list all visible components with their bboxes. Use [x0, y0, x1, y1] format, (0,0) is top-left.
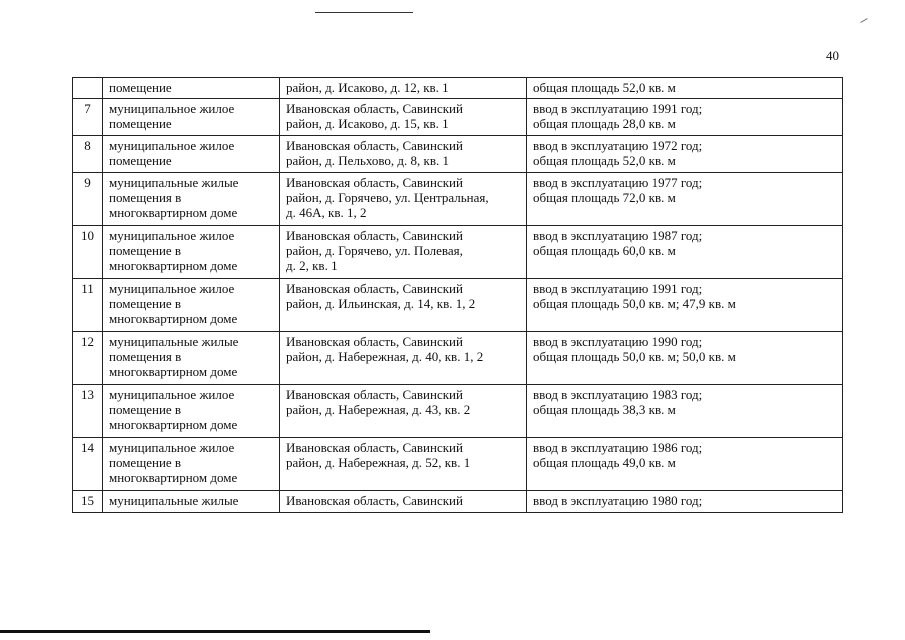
address-line: район, д. Набережная, д. 40, кв. 1, 2 [286, 349, 484, 364]
row-number: 11 [73, 279, 103, 332]
address-cell [280, 99, 527, 136]
address-line: Ивановская область, Савинский [286, 228, 463, 243]
details-line: общая площадь 49,0 кв. м [533, 455, 676, 470]
address-line: Ивановская область, Савинский [286, 281, 463, 296]
row-number: 14 [73, 438, 103, 491]
details-cell [527, 385, 843, 438]
details-line: общая площадь 50,0 кв. м; 50,0 кв. м [533, 349, 736, 364]
object-name-line: помещение в [109, 296, 182, 311]
object-name-cell [103, 173, 280, 226]
object-name-line: помещение [109, 80, 172, 95]
address-cell [280, 279, 527, 332]
object-name-line: помещение [109, 116, 172, 131]
details-line: общая площадь 60,0 кв. м [533, 243, 676, 258]
details-cell [527, 226, 843, 279]
object-name-line: помещение [109, 153, 172, 168]
table-row [73, 136, 843, 173]
details-cell [527, 173, 843, 226]
address-cell [280, 438, 527, 491]
table-row [73, 279, 843, 332]
bottom-rule [0, 630, 430, 633]
details-line: общая площадь 52,0 кв. м [533, 80, 676, 95]
row-number: 12 [73, 332, 103, 385]
address-line: Ивановская область, Савинский [286, 440, 463, 455]
details-line: ввод в эксплуатацию 1983 год; [533, 387, 703, 402]
object-name-cell [103, 226, 280, 279]
row-number: 15 [73, 491, 103, 513]
details-line: общая площадь 50,0 кв. м; 47,9 кв. м [533, 296, 736, 311]
object-name-line: помещение в [109, 455, 182, 470]
row-number: 13 [73, 385, 103, 438]
object-name-line: муниципальное жилое [109, 101, 235, 116]
details-cell [527, 279, 843, 332]
address-line: район, д. Ильинская, д. 14, кв. 1, 2 [286, 296, 476, 311]
object-name-line: многоквартирном доме [109, 470, 238, 485]
address-line: район, д. Исаково, д. 15, кв. 1 [286, 116, 449, 131]
details-cell [527, 99, 843, 136]
address-cell [280, 491, 527, 513]
address-cell [280, 385, 527, 438]
details-line: ввод в эксплуатацию 1986 год; [533, 440, 703, 455]
table-row [73, 173, 843, 226]
table-row [73, 438, 843, 491]
table-row [73, 491, 843, 513]
address-cell [280, 78, 527, 99]
address-line: район, д. Набережная, д. 52, кв. 1 [286, 455, 471, 470]
details-line: ввод в эксплуатацию 1972 год; [533, 138, 703, 153]
property-registry-table [72, 77, 843, 513]
row-number: 10 [73, 226, 103, 279]
object-name-line: муниципальное жилое [109, 138, 235, 153]
object-name-line: многоквартирном доме [109, 258, 238, 273]
address-line: район, д. Горячево, ул. Полевая, [286, 243, 463, 258]
address-line: д. 2, кв. 1 [286, 258, 338, 273]
object-name-line: помещения в [109, 349, 182, 364]
object-name-cell [103, 279, 280, 332]
object-name-cell [103, 136, 280, 173]
address-line: Ивановская область, Савинский [286, 101, 463, 116]
details-line: общая площадь 52,0 кв. м [533, 153, 676, 168]
address-line: Ивановская область, Савинский [286, 138, 463, 153]
address-cell [280, 136, 527, 173]
object-name-line: муниципальное жилое [109, 440, 235, 455]
object-name-line: муниципальные жилые [109, 493, 239, 508]
address-line: Ивановская область, Савинский [286, 175, 463, 190]
details-line: общая площадь 38,3 кв. м [533, 402, 676, 417]
object-name-cell [103, 438, 280, 491]
row-number: 7 [73, 99, 103, 136]
object-name-cell [103, 491, 280, 513]
address-line: район, д. Набережная, д. 43, кв. 2 [286, 402, 471, 417]
object-name-line: муниципальное жилое [109, 228, 235, 243]
object-name-line: многоквартирном доме [109, 311, 238, 326]
details-line: ввод в эксплуатацию 1991 год; [533, 281, 703, 296]
top-rule [315, 12, 413, 13]
details-cell [527, 136, 843, 173]
row-number [73, 78, 103, 99]
table-row [73, 78, 843, 99]
page-number: 40 [826, 48, 839, 63]
address-line: Ивановская область, Савинский [286, 387, 463, 402]
details-line: ввод в эксплуатацию 1977 год; [533, 175, 703, 190]
address-line: Ивановская область, Савинский [286, 493, 463, 508]
address-cell [280, 173, 527, 226]
object-name-line: помещения в [109, 190, 182, 205]
object-name-line: многоквартирном доме [109, 417, 238, 432]
address-line: Ивановская область, Савинский [286, 334, 463, 349]
address-line: район, д. Горячево, ул. Центральная, [286, 190, 489, 205]
object-name-cell [103, 99, 280, 136]
details-line: общая площадь 28,0 кв. м [533, 116, 676, 131]
row-number: 8 [73, 136, 103, 173]
details-line: ввод в эксплуатацию 1980 год; [533, 493, 703, 508]
object-name-line: помещение в [109, 243, 182, 258]
address-line: д. 46А, кв. 1, 2 [286, 205, 367, 220]
details-cell [527, 78, 843, 99]
object-name-line: муниципальное жилое [109, 387, 235, 402]
address-line: район, д. Исаково, д. 12, кв. 1 [286, 80, 449, 95]
row-number: 9 [73, 173, 103, 226]
object-name-line: муниципальное жилое [109, 281, 235, 296]
details-cell [527, 438, 843, 491]
details-cell [527, 332, 843, 385]
address-line: район, д. Пельхово, д. 8, кв. 1 [286, 153, 449, 168]
address-cell [280, 332, 527, 385]
details-cell [527, 491, 843, 513]
address-cell [280, 226, 527, 279]
object-name-line: муниципальные жилые [109, 334, 239, 349]
details-line: ввод в эксплуатацию 1991 год; [533, 101, 703, 116]
details-line: общая площадь 72,0 кв. м [533, 190, 676, 205]
details-line: ввод в эксплуатацию 1987 год; [533, 228, 703, 243]
table-row [73, 226, 843, 279]
object-name-cell [103, 332, 280, 385]
scan-mark [860, 18, 867, 23]
table-row [73, 99, 843, 136]
table-row [73, 332, 843, 385]
object-name-line: муниципальные жилые [109, 175, 239, 190]
object-name-cell [103, 78, 280, 99]
object-name-line: помещение в [109, 402, 182, 417]
table-row [73, 385, 843, 438]
object-name-line: многоквартирном доме [109, 364, 238, 379]
object-name-line: многоквартирном доме [109, 205, 238, 220]
details-line: ввод в эксплуатацию 1990 год; [533, 334, 703, 349]
object-name-cell [103, 385, 280, 438]
